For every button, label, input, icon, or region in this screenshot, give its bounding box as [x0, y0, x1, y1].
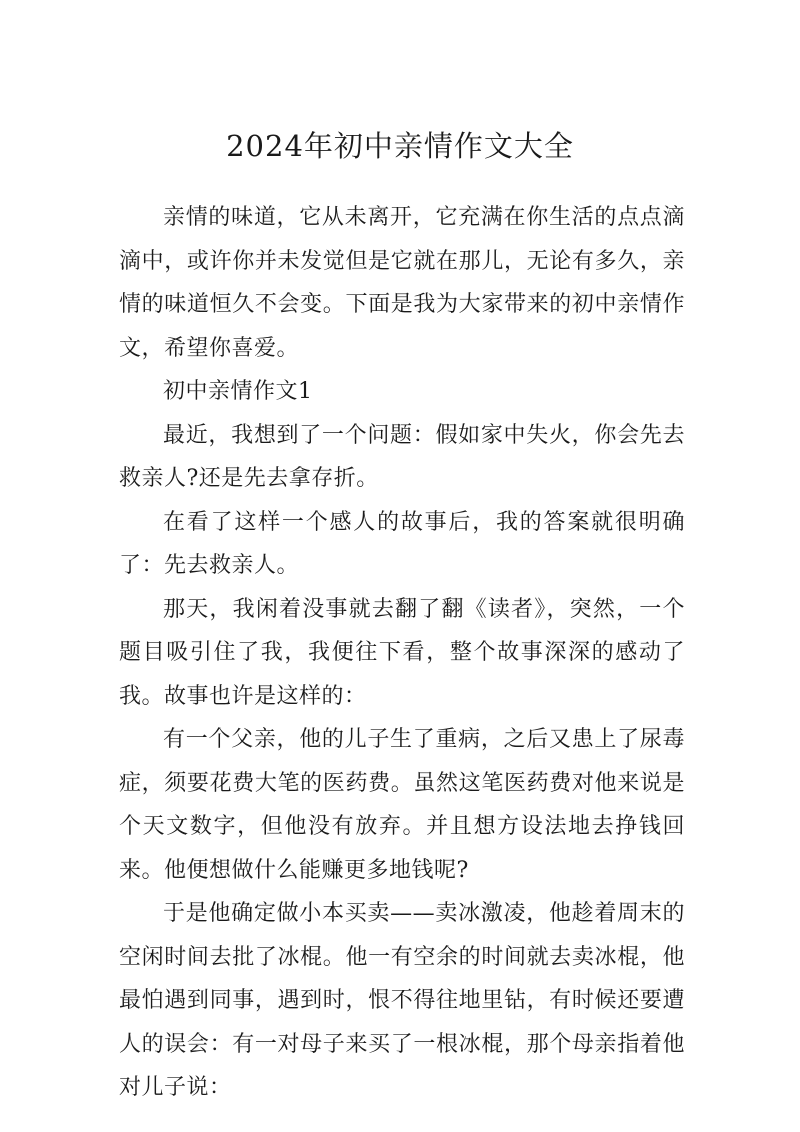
paragraph: 于是他确定做小本买卖——卖冰激凌，他趁着周末的空闲时间去批了冰棍。他一有空余的时间就去卖冰棍，他最怕遇到同事，遇到时，恨不得往地里钻，有时候还要遭人的误会：有一对母子来买了一根冰棍，那个母亲指着他对儿子说： — [119, 901, 685, 1100]
paragraph-section-heading: 初中亲情作文1 — [163, 379, 313, 404]
paragraph: 在看了这样一个感人的故事后，我的答案就很明确了：先去救亲人。 — [119, 509, 685, 578]
document-title: 2024年初中亲情作文大全 — [226, 129, 574, 163]
document-body — [119, 196, 685, 1110]
paragraph: 最近，我想到了一个问题：假如家中失火，你会先去救亲人?还是先去拿存折。 — [119, 422, 685, 491]
paragraph: 有一个父亲，他的儿子生了重病，之后又患上了尿毒症，须要花费大笔的医药费。虽然这笔医药费对他来说是个天文数字，但他没有放弃。并且想方设法地去挣钱回来。他便想做什么能赚更多地钱呢? — [119, 727, 685, 883]
paragraph-intro: 亲情的味道，它从未离开，它充满在你生活的点点滴滴中，或许你并未发觉但是它就在那儿，无论有多久，亲情的味道恒久不会变。下面是我为大家带来的初中亲情作文，希望你喜爱。 — [119, 205, 685, 361]
paragraph: 那天，我闲着没事就去翻了翻《读者》，突然，一个题目吸引住了我，我便往下看，整个故事深深的感动了我。故事也许是这样的： — [119, 596, 685, 709]
